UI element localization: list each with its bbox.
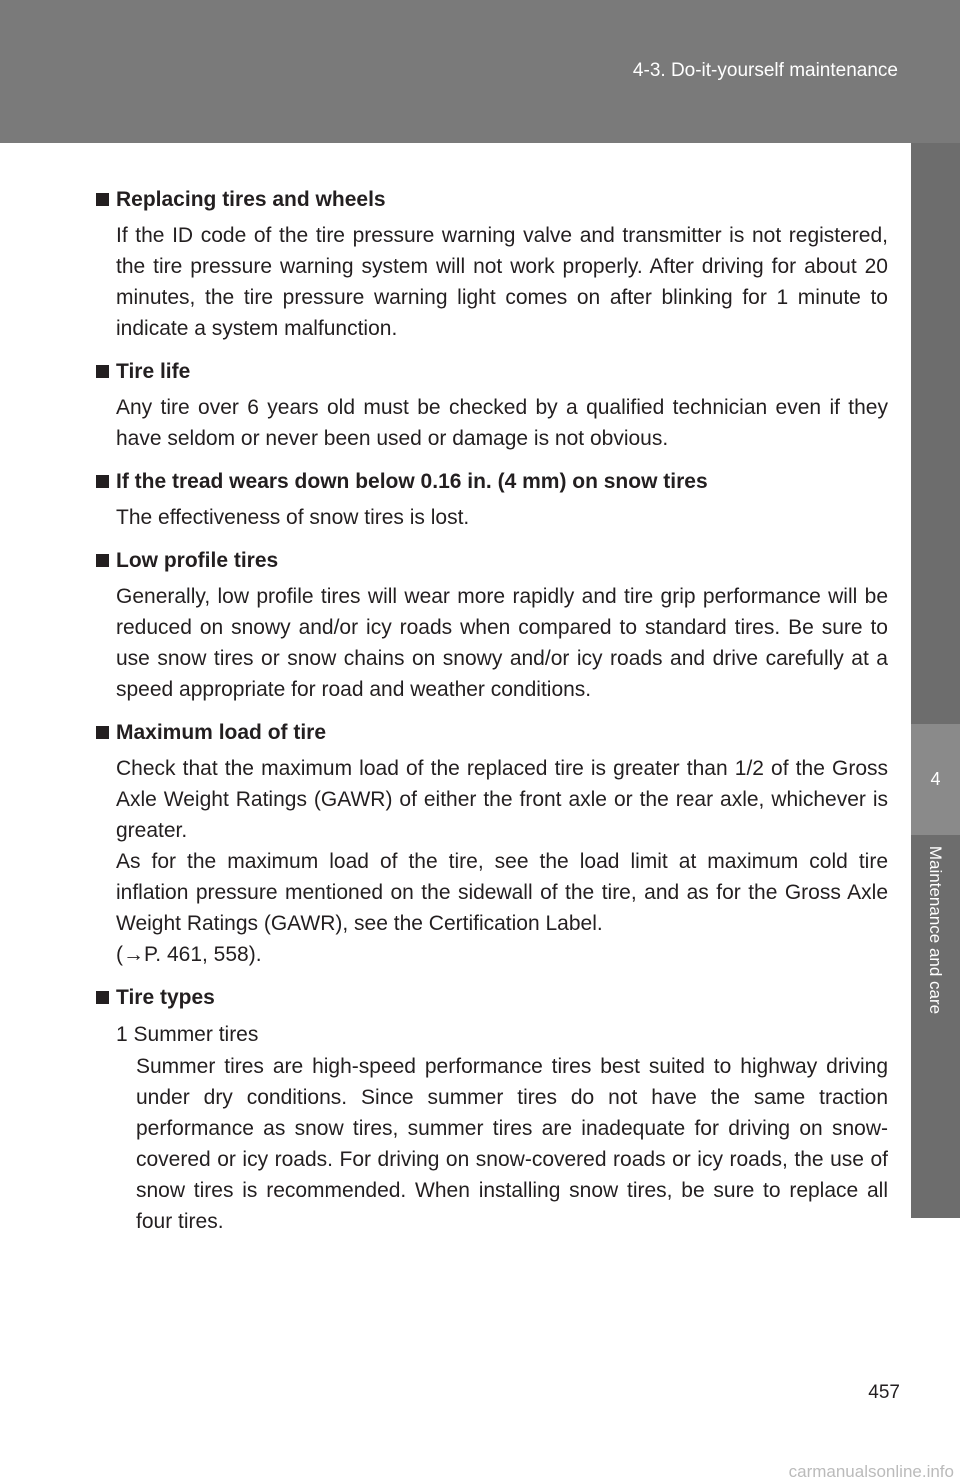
subsection-title: 1 Summer tires	[116, 1023, 259, 1046]
square-bullet-icon	[96, 554, 109, 567]
section-body: The effectiveness of snow tires is lost.	[116, 506, 470, 529]
subsection-body: Summer tires are high-speed performance tires best suited to highway driving under dry conditions. Since summer tires do not have the same traction performance as snow tires, summer tires are inadequate for driving on snow-covered or icy roads. For driving on snow-covered roads or icy roads, the use of snow tires is recommended. When installing snow tires, be sure to replace all four tires.	[136, 1055, 888, 1233]
section-body: Check that the maximum load of the replaced tire is greater than 1/2 of the Gross Axle Weight Ratings (GAWR) of either the front axle or the rear axle, whichever is greater. As for the maximum load of the tire, see the load limit at maximum cold tire inflation pressure mentioned on the sidewall of the tire, and as for the Gross Axle Weight Ratings (GAWR), see the Certification Label. (→P. 461, 558).	[116, 757, 888, 966]
page-number: 457	[868, 1382, 900, 1403]
side-tab-number: 4	[911, 724, 960, 835]
header-band	[0, 0, 960, 143]
page-content	[96, 180, 888, 1237]
section-body: If the ID code of the tire pressure warning valve and transmitter is not registered, the tire pressure warning system will not work properly. After driving for about 20 minutes, the tire pressure warning light comes on after blinking for 1 minute to indicate a system malfunction.	[116, 224, 888, 340]
watermark: carmanualsonline.info	[788, 1462, 954, 1481]
section-title: Tire types	[96, 978, 888, 1018]
section-title: Tire life	[96, 352, 888, 392]
square-bullet-icon	[96, 193, 109, 206]
square-bullet-icon	[96, 475, 109, 488]
section-body: Any tire over 6 years old must be checked by a qualified technician even if they have seldom or never been used or damage is not obvious.	[116, 396, 888, 450]
section-title: Maximum load of tire	[96, 713, 888, 753]
square-bullet-icon	[96, 991, 109, 1004]
section-title: Replacing tires and wheels	[96, 180, 888, 220]
square-bullet-icon	[96, 726, 109, 739]
section-title: Low profile tires	[96, 541, 888, 581]
section-title: If the tread wears down below 0.16 in. (4 mm) on snow tires	[96, 462, 888, 502]
square-bullet-icon	[96, 365, 109, 378]
section-header: 4-3. Do-it-yourself maintenance	[632, 60, 898, 81]
section-body: Generally, low profile tires will wear more rapidly and tire grip performance will be reduced on snowy and/or icy roads when compared to standard tires. Be sure to use snow tires or snow chains on snowy and/or icy roads and drive carefully at a speed appropriate for road and weather conditions.	[116, 585, 888, 701]
side-tab-label: Maintenance and care	[926, 845, 945, 1015]
side-tab	[911, 143, 960, 1218]
